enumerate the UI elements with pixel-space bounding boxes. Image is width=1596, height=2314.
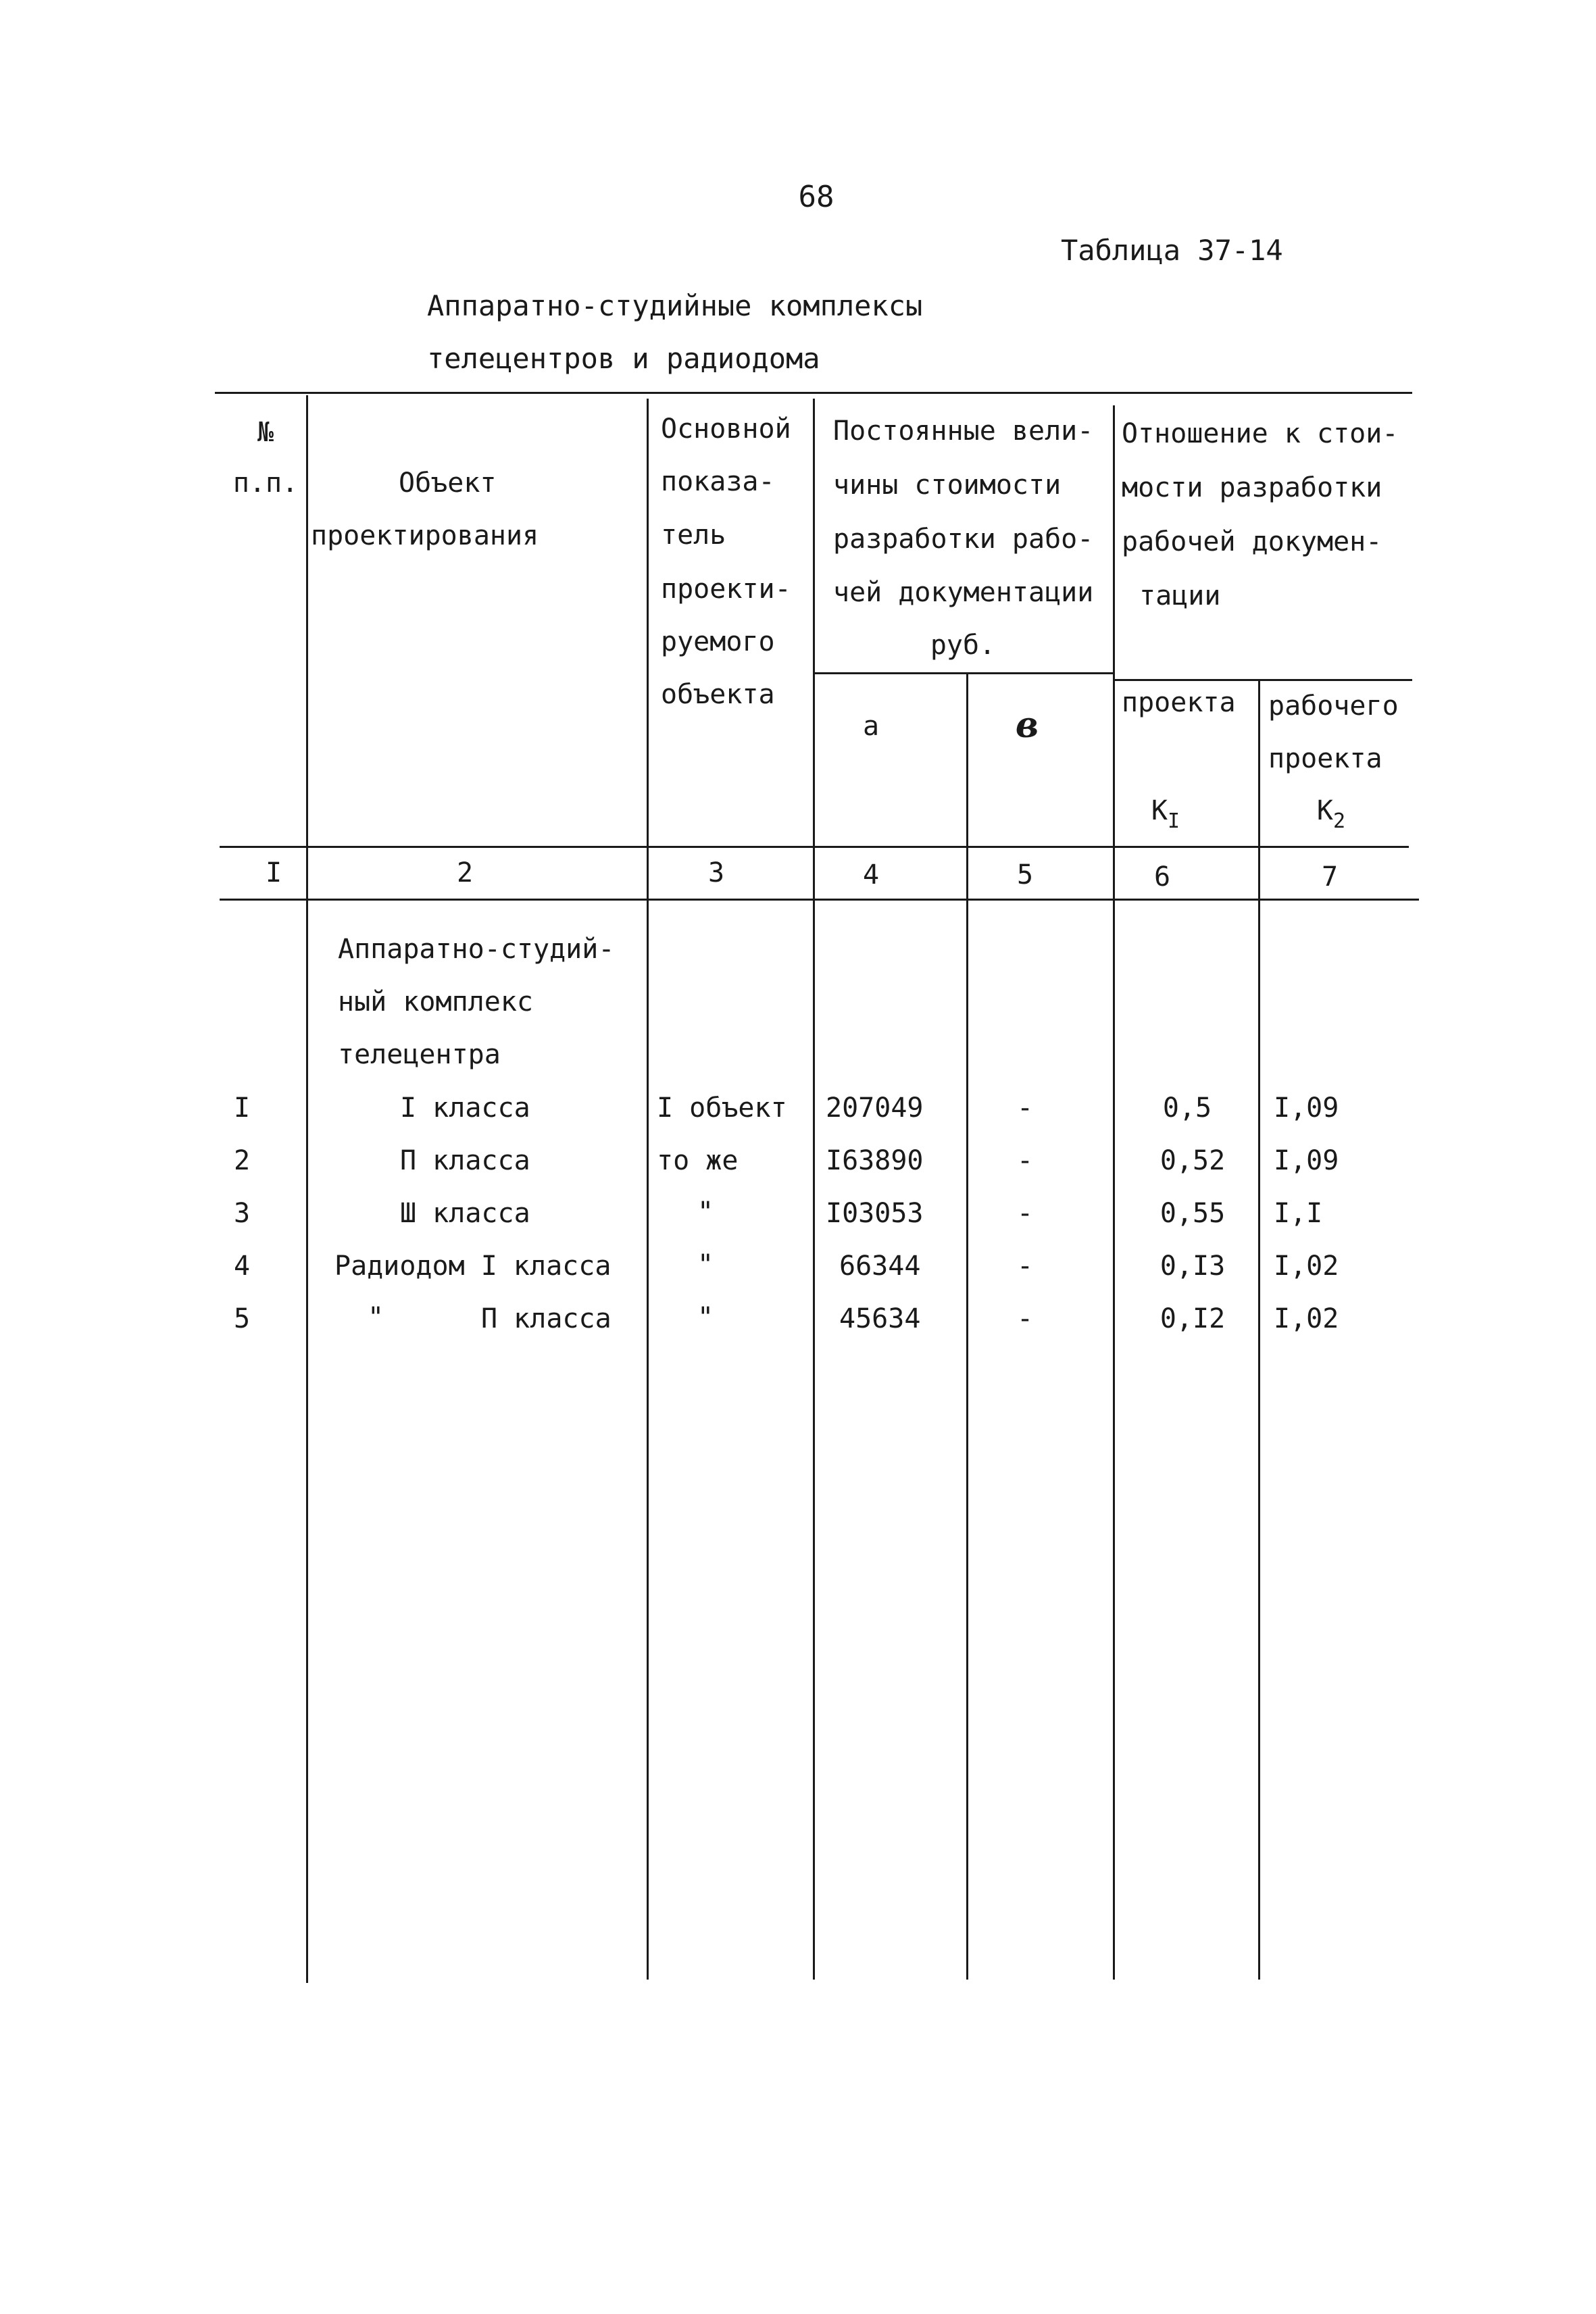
header-col5: в (1015, 705, 1039, 746)
row-k2: I,I (1274, 1198, 1323, 1229)
header-col2-line2: проектирования (311, 520, 539, 551)
row-value-a: I03053 (826, 1198, 924, 1229)
row-object: П класса (481, 1303, 612, 1334)
header-col67-line2: мости разработки (1122, 472, 1382, 503)
row-k2: I,09 (1274, 1145, 1339, 1176)
header-col1-line1: № (257, 417, 274, 448)
table-title-line1: Аппаратно-студийные комплексы (427, 289, 923, 322)
row-k2: I,02 (1274, 1251, 1339, 1282)
header-col3-line2: показа- (661, 466, 775, 497)
row-indicator: " (697, 1302, 714, 1333)
header-col45-line1: Постоянные вели- (833, 416, 1094, 447)
row-k1: 0,5 (1162, 1092, 1212, 1124)
section-title-line3: телецентра (338, 1039, 501, 1070)
row-value-a: I63890 (826, 1145, 924, 1176)
header-col4: а (862, 711, 880, 742)
row-object: Ш класса (400, 1198, 530, 1229)
row-object-ditto: " (367, 1302, 384, 1333)
header-col2-line1: Объект (399, 468, 497, 499)
row-value-b: - (1016, 1198, 1034, 1229)
column-number-3: 3 (707, 857, 725, 888)
row-num: 3 (233, 1198, 251, 1229)
row-value-b: - (1016, 1092, 1034, 1124)
header-col67-line3: рабочей докумен- (1122, 526, 1382, 557)
header-col45-line3: разработки рабо- (833, 524, 1094, 555)
header-col7-label-line1: рабочего (1268, 690, 1399, 722)
header-col1-line2: п.п. (232, 468, 299, 499)
section-title-line2: ный комплекс (338, 986, 533, 1017)
header-col7-label-line2: проекта (1268, 743, 1382, 774)
header-col6-label: проекта (1122, 687, 1236, 718)
column-number-5: 5 (1016, 859, 1034, 890)
row-value-b: - (1016, 1251, 1034, 1282)
column-number-2: 2 (456, 857, 474, 888)
row-value-a: 66344 (839, 1251, 921, 1282)
column-number-7: 7 (1321, 861, 1339, 892)
row-num: 4 (233, 1251, 251, 1282)
row-k1: 0,55 (1159, 1198, 1226, 1229)
header-col3-line6: объекта (661, 679, 775, 710)
row-num: I (233, 1092, 251, 1124)
header-col3-line3: тель (661, 520, 726, 551)
header-col45-line2: чины стоимости (833, 470, 1062, 501)
row-k1: 0,I2 (1159, 1303, 1226, 1334)
section-title-line1: Аппаратно-студий- (338, 934, 615, 965)
row-indicator: " (697, 1197, 714, 1228)
row-num: 2 (233, 1145, 251, 1176)
column-number-4: 4 (862, 859, 880, 890)
header-col3-line4: проекти- (661, 574, 791, 605)
row-value-a: 45634 (839, 1303, 921, 1334)
header-col3-line1: Основной (661, 413, 791, 445)
page-number: 68 (798, 180, 834, 214)
table-title-line2: телецентров и радиодома (427, 342, 820, 375)
header-col45-line5: руб. (930, 630, 996, 661)
header-col67-line1: Отношение к стои- (1122, 418, 1399, 449)
row-num: 5 (233, 1303, 251, 1334)
row-indicator: " (697, 1249, 714, 1280)
column-number-1: I (265, 857, 282, 888)
header-col45-line4: чей документации (833, 577, 1094, 608)
row-indicator: то же (657, 1145, 739, 1176)
header-col6-symbol: $К_I$ (1151, 795, 1180, 833)
row-k1: 0,52 (1159, 1145, 1226, 1176)
row-value-a: 207049 (826, 1092, 924, 1124)
row-value-b: - (1016, 1145, 1034, 1176)
row-object: Радиодом I класса (334, 1251, 612, 1282)
row-indicator: I объект (657, 1092, 787, 1124)
header-col67-line4: тации (1139, 580, 1221, 611)
row-k2: I,02 (1274, 1303, 1339, 1334)
row-value-b: - (1016, 1303, 1034, 1334)
row-k2: I,09 (1274, 1092, 1339, 1124)
row-object: П класса (400, 1145, 530, 1176)
row-k1: 0,I3 (1159, 1251, 1226, 1282)
header-col3-line5: руемого (661, 626, 775, 657)
table-label: Таблица 37-14 (1061, 234, 1283, 267)
row-object: I класса (400, 1092, 530, 1124)
column-number-6: 6 (1153, 861, 1171, 892)
header-col7-symbol: $К_2$ (1316, 795, 1346, 833)
